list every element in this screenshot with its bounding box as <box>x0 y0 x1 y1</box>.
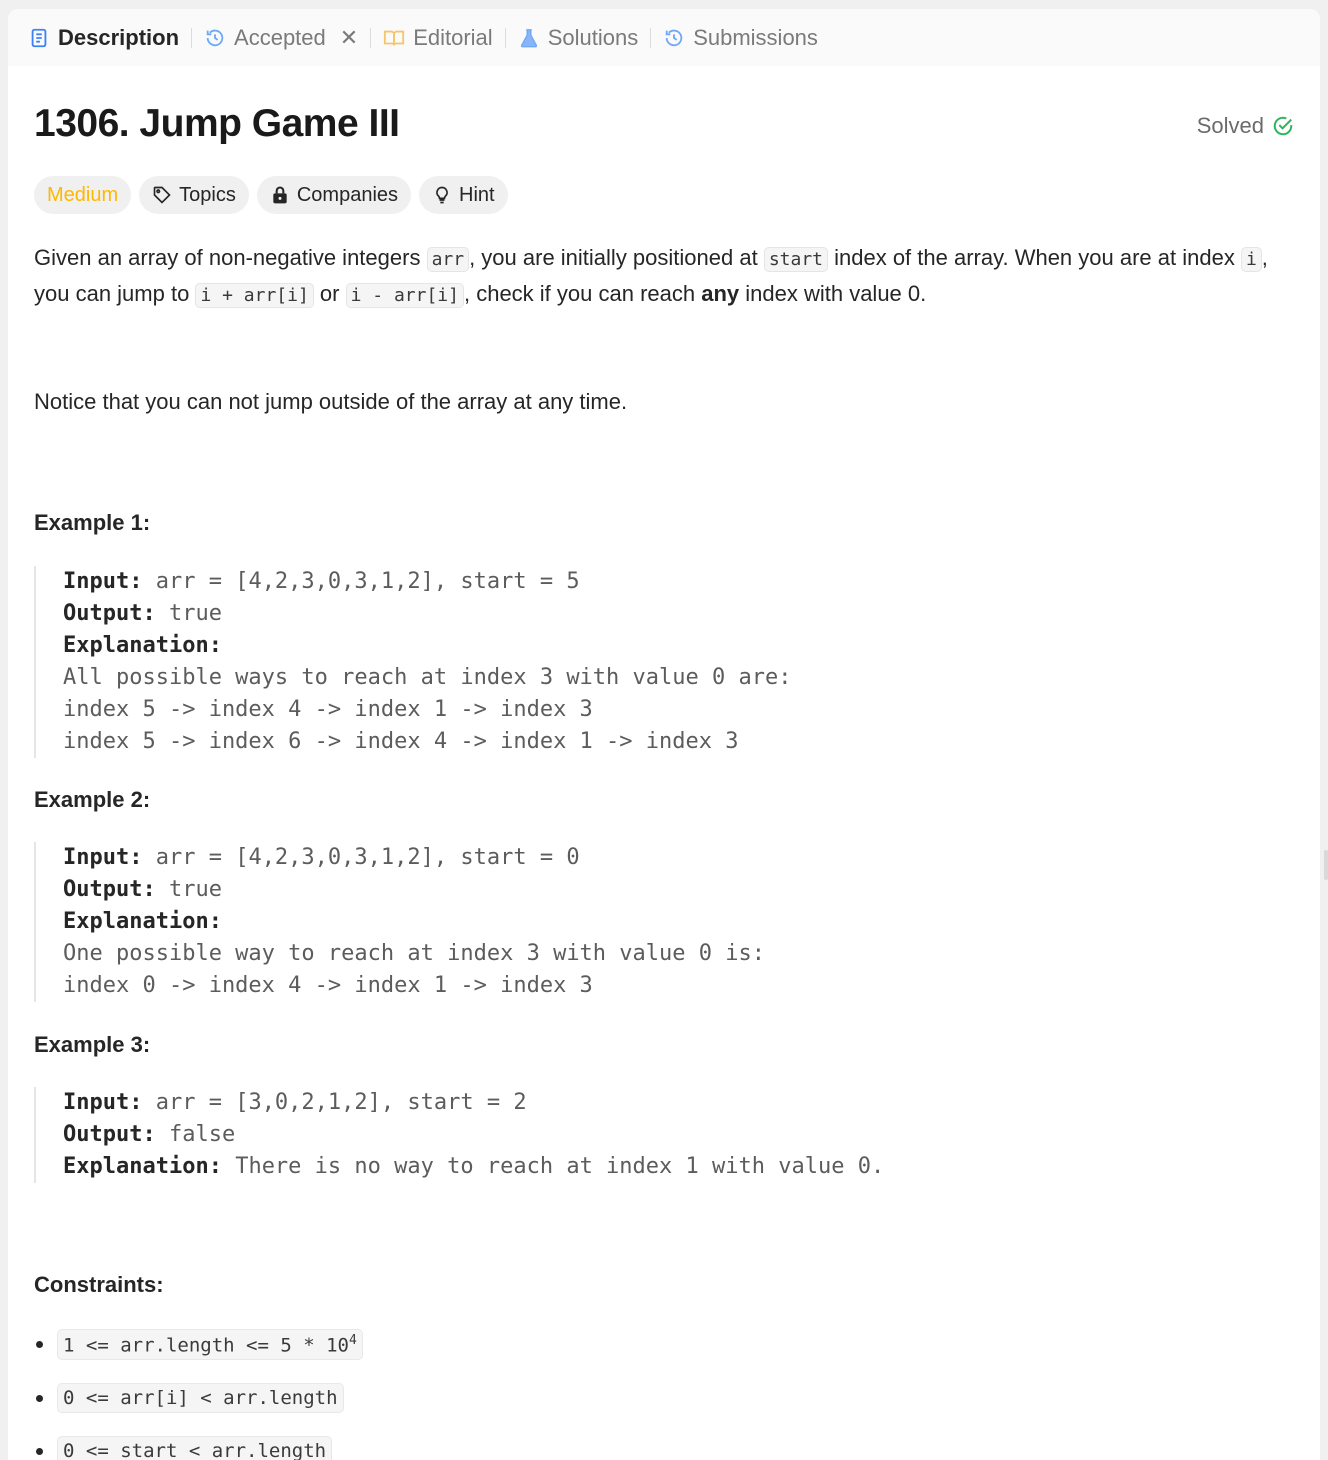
explanation-label: Explanation: <box>63 909 222 934</box>
problem-title[interactable]: 1306. Jump Game III <box>34 102 400 145</box>
constraint-code: 0 <= arr[i] < arr.length <box>57 1383 344 1413</box>
output-label: Output: <box>63 601 156 626</box>
hint-button[interactable] <box>419 176 508 214</box>
notice-text: Notice that you can not jump outside of the array at any time. <box>34 389 628 414</box>
solved-label: Solved <box>1196 113 1264 138</box>
bullet <box>36 1448 43 1455</box>
desc-text: , you can jump to <box>34 245 1268 306</box>
lightbulb-icon <box>432 185 452 205</box>
tab-bar <box>8 9 1320 66</box>
inline-code: i - arr[i] <box>346 283 464 308</box>
tab-label: Description <box>58 24 180 50</box>
explanation-line: All possible ways to reach at index 3 with value 0 are: <box>63 665 792 690</box>
history-icon <box>663 27 685 49</box>
desc-text: , check if you can reach <box>463 281 702 306</box>
desc-text: index of the array. When you are at index <box>828 245 1241 270</box>
input-value: arr = [4,2,3,0,3,1,2], start = 5 <box>142 569 580 594</box>
desc-text: , you are initially positioned at <box>469 245 764 270</box>
inline-code: arr <box>427 247 470 272</box>
solved-status <box>1197 113 1294 139</box>
output-value: false <box>155 1122 236 1147</box>
lock-icon <box>270 185 290 205</box>
explanation-line: index 5 -> index 4 -> index 1 -> index 3 <box>63 697 593 722</box>
problem-description <box>34 241 1284 313</box>
list-item <box>36 1436 332 1460</box>
tab-divider <box>370 28 371 48</box>
inline-code: i <box>1241 247 1262 272</box>
problem-panel <box>8 9 1320 1460</box>
tab-editorial[interactable] <box>383 9 492 66</box>
tab-label: Solutions <box>547 24 639 50</box>
tab-divider <box>191 28 192 48</box>
example-heading: Example 1: <box>34 510 151 535</box>
example-heading: Example 2: <box>34 787 151 812</box>
inline-code: i + arr[i] <box>195 283 313 308</box>
constraint-code <box>57 1329 363 1360</box>
output-label: Output: <box>63 877 156 902</box>
document-icon <box>28 27 50 49</box>
tab-solutions[interactable] <box>518 9 639 66</box>
example-block <box>34 566 791 758</box>
topics-button[interactable] <box>139 176 249 214</box>
history-icon <box>204 27 226 49</box>
tab-description[interactable] <box>28 9 179 66</box>
list-item <box>36 1329 363 1360</box>
desc-text: index with value 0. <box>739 281 927 306</box>
desc-text: Given an array of non-negative integers <box>34 245 427 270</box>
explanation-line: There is no way to reach at index 1 with value 0. <box>221 1154 885 1179</box>
explanation-line: index 5 -> index 6 -> index 4 -> index 1 -> index 3 <box>63 729 739 754</box>
input-value: arr = [4,2,3,0,3,1,2], start = 0 <box>142 845 580 870</box>
desc-emphasis: any <box>701 281 740 306</box>
check-circle-icon <box>1272 115 1294 137</box>
constraints-heading: Constraints: <box>34 1272 164 1297</box>
tag-row <box>34 176 508 214</box>
explanation-line: One possible way to reach at index 3 with value 0 is: <box>63 941 765 966</box>
constraint-code: 0 <= start < arr.length <box>57 1436 332 1460</box>
inline-code: start <box>764 247 828 272</box>
output-label: Output: <box>63 1122 156 1147</box>
tab-submissions[interactable] <box>663 9 818 66</box>
tab-label: Accepted <box>234 24 326 50</box>
companies-button[interactable] <box>257 176 411 214</box>
scrollbar-handle[interactable] <box>1324 850 1328 880</box>
example-heading: Example 3: <box>34 1032 151 1057</box>
input-label: Input: <box>63 1090 143 1115</box>
tag-icon <box>152 185 172 205</box>
output-value: true <box>155 877 222 902</box>
companies-label: Companies <box>296 183 399 206</box>
explanation-line: index 0 -> index 4 -> index 1 -> index 3 <box>63 973 593 998</box>
tab-label: Submissions <box>693 24 818 50</box>
example-block <box>34 1087 884 1183</box>
input-label: Input: <box>63 845 143 870</box>
explanation-label: Explanation: <box>63 1154 222 1179</box>
constraint-text: 1 <= arr.length <= 5 * 10 <box>63 1334 349 1357</box>
hint-label: Hint <box>459 183 495 206</box>
bullet <box>36 1395 43 1402</box>
topics-label: Topics <box>179 183 236 206</box>
tab-divider <box>505 28 506 48</box>
tab-divider <box>650 28 651 48</box>
example-block <box>34 842 765 1002</box>
desc-text: or <box>313 281 346 306</box>
bullet <box>36 1341 43 1348</box>
tab-label: Editorial <box>413 24 493 50</box>
difficulty-label: Medium <box>47 183 119 206</box>
explanation-label: Explanation: <box>63 633 222 658</box>
difficulty-badge <box>34 176 131 214</box>
exponent: 4 <box>348 1333 357 1348</box>
flask-icon <box>518 27 540 49</box>
output-value: true <box>155 601 222 626</box>
tab-accepted[interactable] <box>204 9 358 66</box>
book-icon <box>383 27 405 49</box>
close-icon[interactable]: ✕ <box>339 24 359 50</box>
input-value: arr = [3,0,2,1,2], start = 2 <box>142 1090 527 1115</box>
list-item <box>36 1383 344 1413</box>
input-label: Input: <box>63 569 143 594</box>
